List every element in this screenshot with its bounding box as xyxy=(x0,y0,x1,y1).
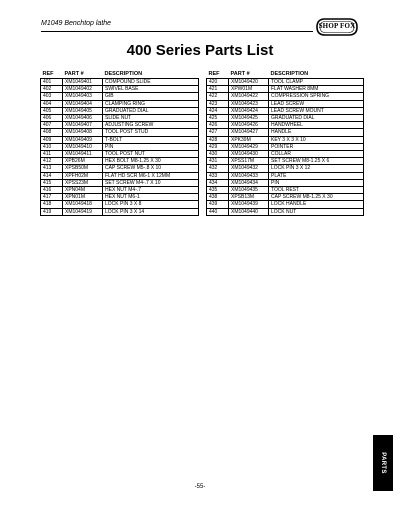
ref-cell: 421 xyxy=(207,86,229,93)
part-number-cell: XPK39M xyxy=(229,136,269,143)
ref-cell: 401 xyxy=(41,79,63,86)
part-number-cell: XM1049430 xyxy=(229,151,269,158)
description-cell: PLATE xyxy=(269,172,364,179)
ref-cell: 429 xyxy=(207,143,229,150)
description-cell: GIB xyxy=(103,93,199,100)
description-cell: HEX BOLT M8-1.25 X 30 xyxy=(103,158,199,165)
table-row xyxy=(41,100,199,107)
table-row xyxy=(41,129,199,136)
part-number-cell: XM1049433 xyxy=(229,172,269,179)
part-number-cell: XPSB13M xyxy=(229,194,269,201)
part-number-cell: XM1049418 xyxy=(63,201,103,208)
part-number-cell: XM1049429 xyxy=(229,143,269,150)
column-header-description: DESCRIPTION xyxy=(270,70,309,77)
column-header-part: PART # xyxy=(230,70,250,77)
ref-cell: 434 xyxy=(207,179,229,186)
column-header-ref: REF xyxy=(208,70,220,77)
ref-cell: 426 xyxy=(207,122,229,129)
ref-cell: 406 xyxy=(41,115,63,122)
table-row xyxy=(41,86,199,93)
description-cell: LEAD SCREW xyxy=(269,100,364,107)
ref-cell: 430 xyxy=(207,151,229,158)
description-cell: LOCK PIN 3 X 8 xyxy=(103,201,199,208)
parts-table-right xyxy=(206,70,364,216)
ref-cell: 435 xyxy=(207,187,229,194)
ref-cell: 433 xyxy=(207,172,229,179)
description-cell: COMPOUND SLIDE xyxy=(103,79,199,86)
description-cell: LOCK NUT xyxy=(269,208,364,215)
description-cell: HANDWHEEL xyxy=(269,122,364,129)
description-cell: T-BOLT xyxy=(103,136,199,143)
ref-cell: 419 xyxy=(41,208,63,215)
ref-cell: 428 xyxy=(207,136,229,143)
description-cell: CAP SCREW M5-.8 X 10 xyxy=(103,165,199,172)
ref-cell: 416 xyxy=(41,187,63,194)
ref-cell: 423 xyxy=(207,100,229,107)
ref-cell: 439 xyxy=(207,201,229,208)
column-header-ref: REF xyxy=(42,70,54,77)
part-number-cell: XM1049404 xyxy=(63,100,103,107)
table-row xyxy=(207,201,364,208)
part-number-cell: XPN04M xyxy=(63,187,103,194)
part-number-cell: XM1049432 xyxy=(229,165,269,172)
part-number-cell: XM1049419 xyxy=(63,208,103,215)
column-header-description: DESCRIPTION xyxy=(104,70,143,77)
table-row xyxy=(207,179,364,186)
page-number: -55- xyxy=(194,484,206,490)
table-row xyxy=(207,122,364,129)
table-row xyxy=(207,115,364,122)
part-number-cell: XM1049411 xyxy=(63,151,103,158)
ref-cell: 425 xyxy=(207,115,229,122)
table-header-row xyxy=(41,70,199,79)
ref-cell: 413 xyxy=(41,165,63,172)
table-row xyxy=(41,122,199,129)
part-number-cell: XM1049435 xyxy=(229,187,269,194)
ref-cell: 420 xyxy=(207,79,229,86)
logo-text: SHOP FOX xyxy=(318,22,356,30)
description-cell: LOCK HANDLE xyxy=(269,201,364,208)
parts-table-left-body xyxy=(41,79,199,216)
part-number-cell: XPN01M xyxy=(63,194,103,201)
description-cell: FLAT HD SCR M6-1 X 12MM xyxy=(103,172,199,179)
table-row xyxy=(207,107,364,114)
part-number-cell: XM1049423 xyxy=(229,100,269,107)
part-number-cell: XM1049406 xyxy=(63,115,103,122)
table-row xyxy=(41,179,199,186)
table-row xyxy=(41,158,199,165)
part-number-cell: XM1049440 xyxy=(229,208,269,215)
description-cell: LEAD SCREW MOUNT xyxy=(269,107,364,114)
table-row xyxy=(41,151,199,158)
part-number-cell: XPSS23M xyxy=(63,179,103,186)
ref-cell: 438 xyxy=(207,194,229,201)
page-header xyxy=(0,14,400,44)
ref-cell: 422 xyxy=(207,93,229,100)
ref-cell: 414 xyxy=(41,172,63,179)
table-row xyxy=(41,136,199,143)
description-cell: COMPRESSION SPRING xyxy=(269,93,364,100)
description-cell: SWIVEL BASE xyxy=(103,86,199,93)
part-number-cell: XPSS17M xyxy=(229,158,269,165)
part-number-cell: XM1049401 xyxy=(63,79,103,86)
part-number-cell: XPW01M xyxy=(229,86,269,93)
ref-cell: 409 xyxy=(41,136,63,143)
ref-cell: 417 xyxy=(41,194,63,201)
ref-cell: 410 xyxy=(41,143,63,150)
part-number-cell: XM1049424 xyxy=(229,107,269,114)
table-row xyxy=(41,194,199,201)
parts-section-tab xyxy=(373,435,393,491)
table-row xyxy=(207,208,364,215)
part-number-cell: XM1049410 xyxy=(63,143,103,150)
part-number-cell: XPSB50M xyxy=(63,165,103,172)
ref-cell: 404 xyxy=(41,100,63,107)
part-number-cell: XM1049407 xyxy=(63,122,103,129)
shop-fox-logo xyxy=(314,16,360,38)
description-cell: SET SCREW M4-.7 X 10 xyxy=(103,179,199,186)
ref-cell: 407 xyxy=(41,122,63,129)
description-cell: SLIDE NUT xyxy=(103,115,199,122)
part-number-cell: XM1049422 xyxy=(229,93,269,100)
table-row xyxy=(41,172,199,179)
table-row xyxy=(41,93,199,100)
description-cell: TOOL POST STUD xyxy=(103,129,199,136)
part-number-cell: XM1049434 xyxy=(229,179,269,186)
description-cell: TOOL POST NUT xyxy=(103,151,199,158)
ref-cell: 415 xyxy=(41,179,63,186)
ref-cell: 408 xyxy=(41,129,63,136)
parts-table-right-body xyxy=(207,79,364,216)
table-row xyxy=(41,208,199,215)
description-cell: HEX NUT M4-.7 xyxy=(103,187,199,194)
description-cell: COLLAR xyxy=(269,151,364,158)
description-cell: TOOL CLAMP xyxy=(269,79,364,86)
description-cell: HANDLE xyxy=(269,129,364,136)
ref-cell: 432 xyxy=(207,165,229,172)
table-row xyxy=(207,151,364,158)
part-number-cell: XPFH02M xyxy=(63,172,103,179)
table-row xyxy=(41,115,199,122)
description-cell: GRADUATED DIAL xyxy=(269,115,364,122)
table-row xyxy=(41,107,199,114)
description-cell: CLAMPING RING xyxy=(103,100,199,107)
description-cell: FLAT WASHER 8MM xyxy=(269,86,364,93)
part-number-cell: XM1049420 xyxy=(229,79,269,86)
description-cell: PIN xyxy=(103,143,199,150)
part-number-cell: XPB26M xyxy=(63,158,103,165)
table-row xyxy=(41,79,199,86)
description-cell: ADJUSTING SCREW xyxy=(103,122,199,129)
table-row xyxy=(207,100,364,107)
ref-cell: 403 xyxy=(41,93,63,100)
ref-cell: 424 xyxy=(207,107,229,114)
description-cell: LOCK PIN 3 X 12 xyxy=(269,165,364,172)
description-cell: CAP SCREW M8-1.25 X 30 xyxy=(269,194,364,201)
part-number-cell: XM1049427 xyxy=(229,129,269,136)
table-row xyxy=(41,165,199,172)
table-row xyxy=(41,187,199,194)
part-number-cell: XM1049426 xyxy=(229,122,269,129)
ref-cell: 427 xyxy=(207,129,229,136)
part-number-cell: XM1049408 xyxy=(63,129,103,136)
table-row xyxy=(207,86,364,93)
table-row xyxy=(207,172,364,179)
description-cell: LOCK PIN 3 X 14 xyxy=(103,208,199,215)
table-row xyxy=(207,136,364,143)
ref-cell: 431 xyxy=(207,158,229,165)
ref-cell: 418 xyxy=(41,201,63,208)
description-cell: PIN xyxy=(269,179,364,186)
table-row xyxy=(207,93,364,100)
ref-cell: 405 xyxy=(41,107,63,114)
part-number-cell: XM1049409 xyxy=(63,136,103,143)
part-number-cell: XM1049402 xyxy=(63,86,103,93)
table-row xyxy=(207,194,364,201)
parts-section-tab-label: PARTS xyxy=(380,452,386,474)
part-number-cell: XM1049403 xyxy=(63,93,103,100)
part-number-cell: XM1049405 xyxy=(63,107,103,114)
table-row xyxy=(207,79,364,86)
table-row xyxy=(41,201,199,208)
table-row xyxy=(207,187,364,194)
table-row xyxy=(207,143,364,150)
description-cell: TOOL REST xyxy=(269,187,364,194)
description-cell: POINTER xyxy=(269,143,364,150)
description-cell: KEY 3 X 3 X 10 xyxy=(269,136,364,143)
page-title: 400 Series Parts List xyxy=(126,42,274,59)
table-row xyxy=(207,165,364,172)
table-row xyxy=(41,143,199,150)
description-cell: SET SCREW M8-1.25 X 6 xyxy=(269,158,364,165)
model-title: M1049 Benchtop lathe xyxy=(41,20,112,27)
table-row xyxy=(207,129,364,136)
ref-cell: 402 xyxy=(41,86,63,93)
table-header-row xyxy=(207,70,364,79)
description-cell: GRADUATED DIAL xyxy=(103,107,199,114)
ref-cell: 440 xyxy=(207,208,229,215)
parts-table-left xyxy=(40,70,199,216)
column-header-part: PART # xyxy=(64,70,84,77)
table-row xyxy=(207,158,364,165)
header-rule xyxy=(41,31,313,32)
ref-cell: 412 xyxy=(41,158,63,165)
part-number-cell: XM1049439 xyxy=(229,201,269,208)
part-number-cell: XM1049425 xyxy=(229,115,269,122)
description-cell: HEX NUT M6-1 xyxy=(103,194,199,201)
ref-cell: 411 xyxy=(41,151,63,158)
